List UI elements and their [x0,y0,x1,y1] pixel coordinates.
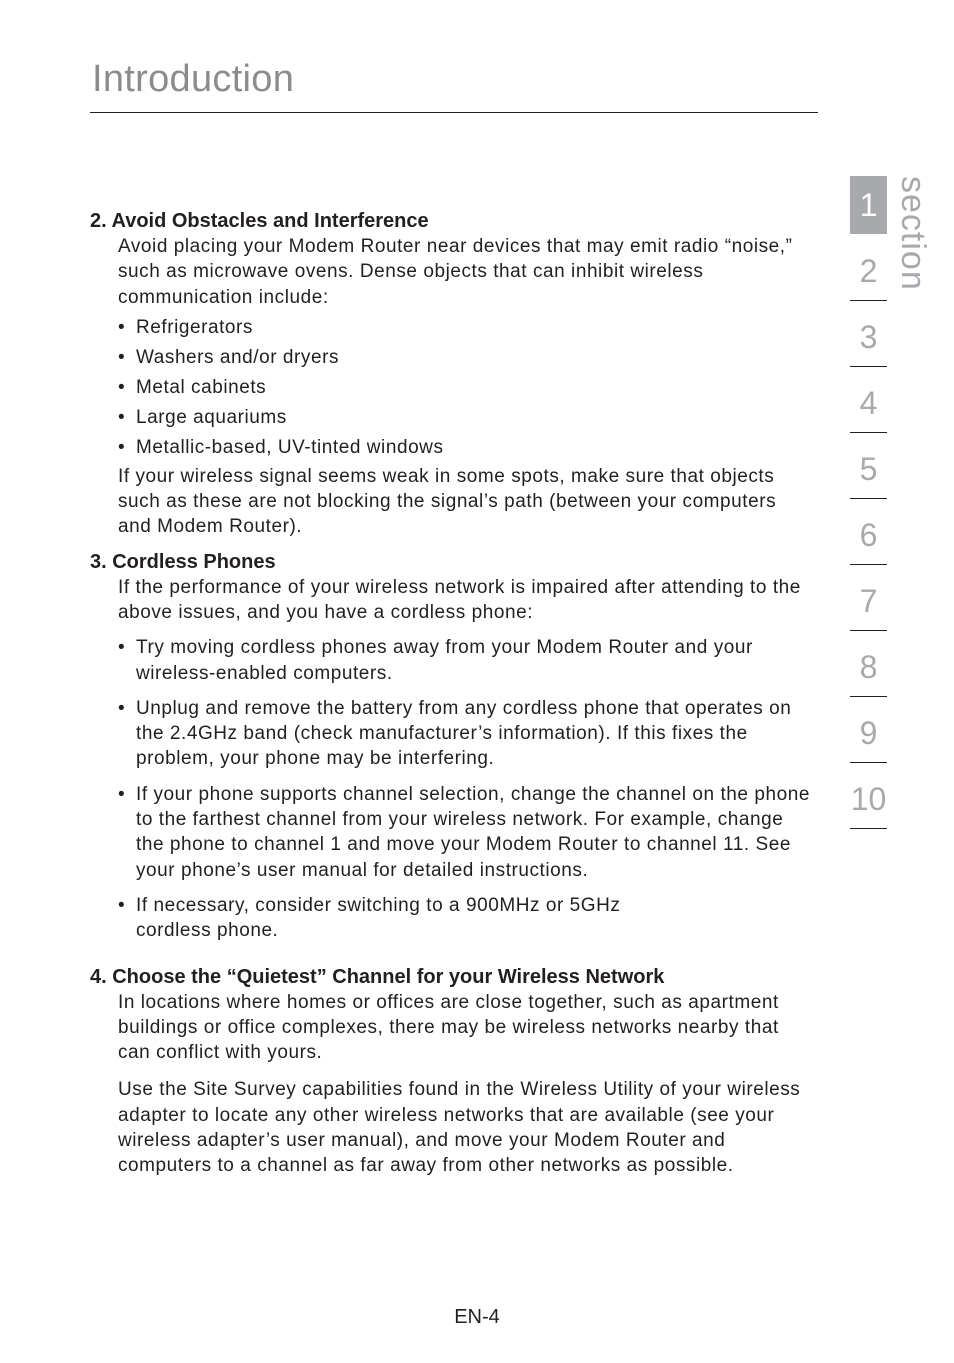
section-tab-4[interactable]: 4 [850,374,887,433]
main-content [90,208,810,1179]
list-item: • Try moving cordless phones away from your Modem Router and your wireless-enabled computers. [118,637,753,684]
section-avoid-obstacles [90,208,810,540]
paragraph: If your wireless signal seems weak in some spots, make sure that objects such as these are not blocking the signal’s path (between your computers and Modem Router). [118,465,777,538]
list-item: • If your phone supports channel selection, change the channel on the phone to the farthest channel from your wireless network. For example, change the phone to channel 1 and move your Modem Router to channel 11. See your phone’s user manual for detailed instructions. [118,783,810,881]
page-title: Introduction [92,58,295,100]
section-heading: 3. Cordless Phones [90,550,276,573]
page-number: EN-4 [454,1306,500,1328]
list-item: • Unplug and remove the battery from any cordless phone that operates on the 2.4GHz band (check manufacturer’s information). If this fixes the problem, your phone may be interfering. [118,697,792,770]
cordless-tips-list [118,635,810,943]
list-item: • Large aquariums [118,405,810,430]
list-item: • Refrigerators [118,315,810,340]
section-tab-1[interactable]: 1 [850,176,887,234]
section-body [90,575,810,944]
list-item: • Metallic-based, UV-tinted windows [118,435,810,460]
bullet-icon: • [118,316,126,338]
bullet-icon: • [118,346,126,368]
obstacle-list [118,315,810,460]
section-tab-7[interactable]: 7 [850,572,887,631]
list-item: • Metal cabinets [118,375,810,400]
section-body [90,234,810,540]
bullet-icon: • [118,697,126,719]
paragraph: In locations where homes or offices are close together, such as apartment buildings or office complexes, there may be wireless networks nearby that can conflict with yours. [118,991,779,1064]
section-quietest-channel [90,964,810,1179]
section-heading: 4. Choose the “Quietest” Channel for your Wireless Network [90,965,665,988]
list-item: • Washers and/or dryers [118,345,810,370]
paragraph: Use the Site Survey capabilities found in the Wireless Utility of your wireless adapter to locate any other wireless networks that are available (see your wireless adapter’s user manual), and move your Modem Router and computers to a channel as far away from other networks as possible. [118,1079,801,1177]
bullet-icon: • [118,894,126,916]
paragraph: Avoid placing your Modem Router near devices that may emit radio “noise,” such as microwave ovens. Dense objects that can inhibit wireless communication include: [118,236,793,308]
bullet-icon: • [118,376,126,398]
bullet-icon: • [118,436,126,458]
section-cordless-phones [90,549,810,944]
section-label: section [894,176,932,291]
section-tab-6[interactable]: 6 [850,506,887,565]
section-tab-8[interactable]: 8 [850,638,887,697]
paragraph: If the performance of your wireless network is impaired after attending to the above issues, and you have a cordless phone: [118,576,801,623]
bullet-icon: • [118,637,126,659]
section-tab-10[interactable]: 10 [850,770,887,829]
bullet-icon: • [118,783,126,805]
section-tab-9[interactable]: 9 [850,704,887,763]
section-tab-2[interactable]: 2 [850,242,887,301]
section-tab-3[interactable]: 3 [850,308,887,367]
section-body [90,990,810,1179]
section-heading: 2. Avoid Obstacles and Interference [90,210,429,232]
title-divider [90,112,818,113]
list-item: • If necessary, consider switching to a 900MHz or 5GHz cordless phone. [118,894,621,942]
section-tab-5[interactable]: 5 [850,440,887,499]
bullet-icon: • [118,406,126,428]
